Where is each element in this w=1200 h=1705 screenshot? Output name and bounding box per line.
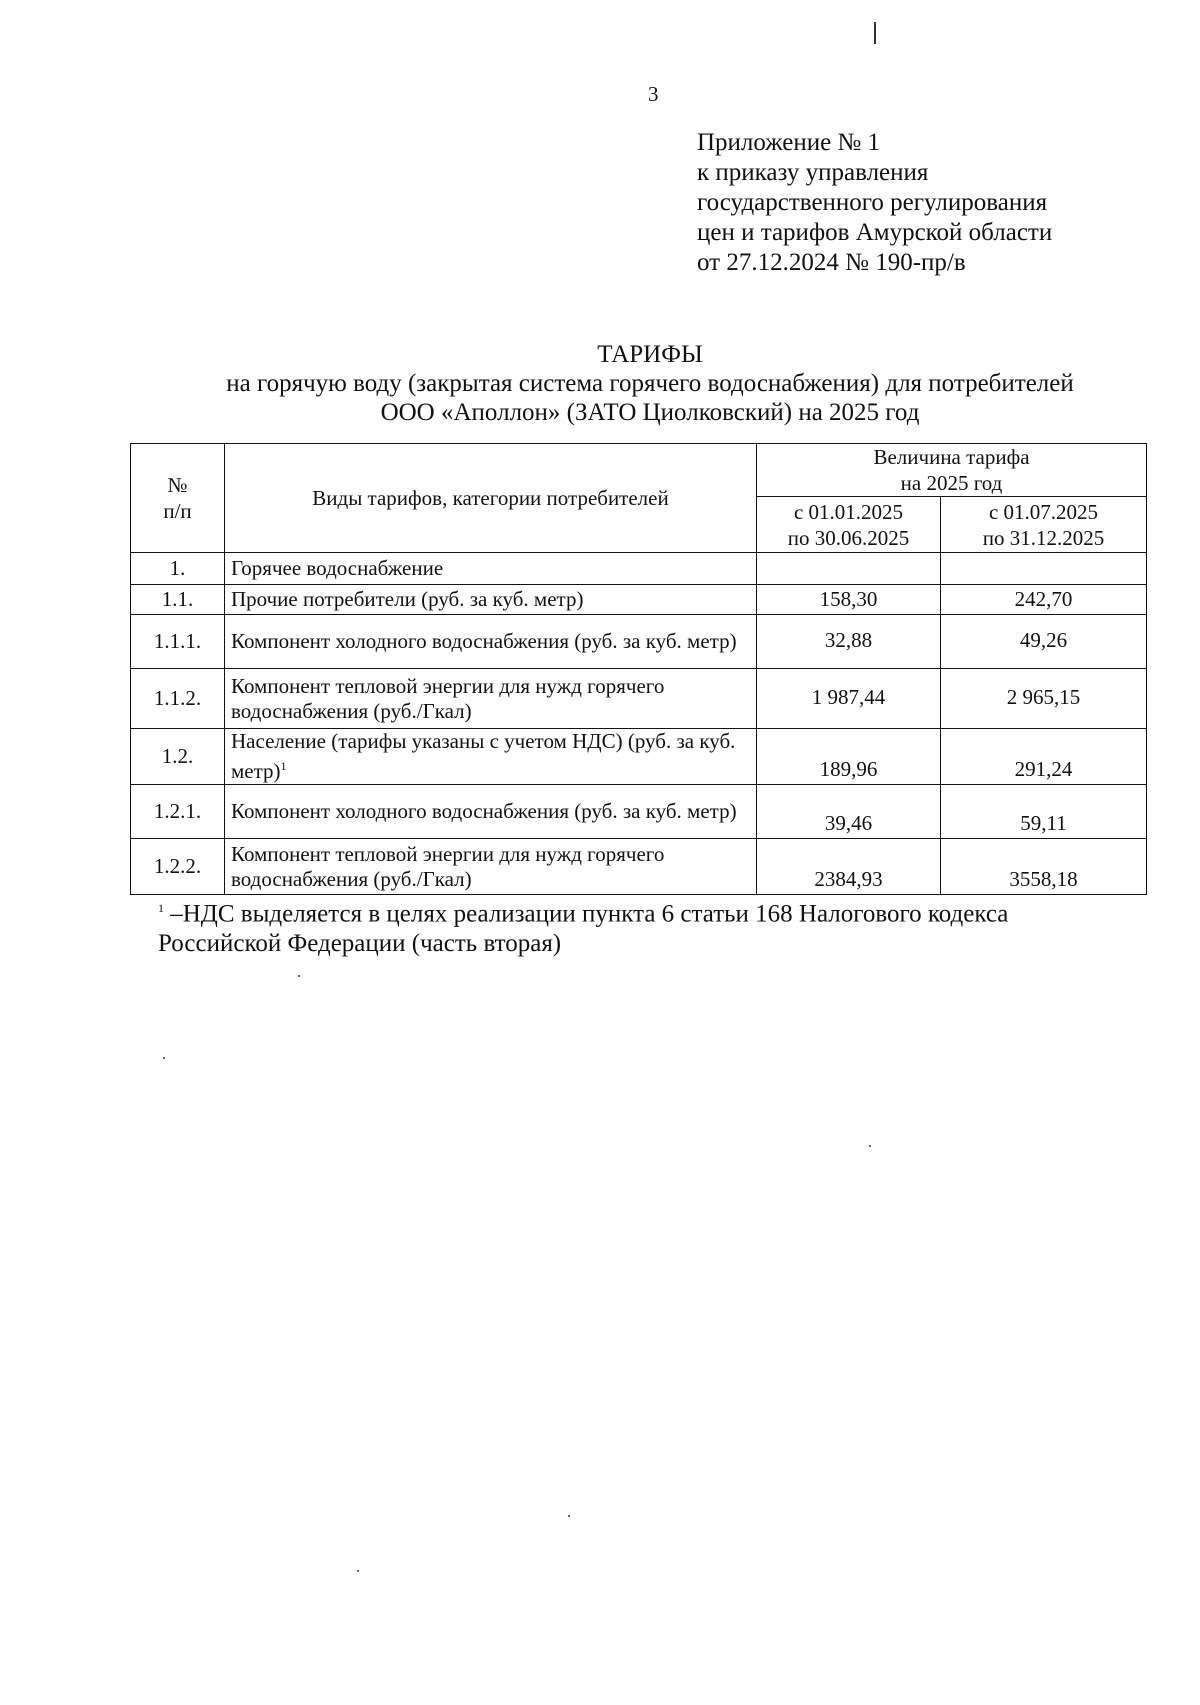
- row-value-2: 2 965,15: [941, 669, 1147, 729]
- row-num: 1.2.2.: [131, 839, 225, 895]
- scan-artifact-mark: [874, 22, 876, 44]
- annex-line: цен и тарифов Амурской области: [697, 219, 1053, 246]
- table-row: [131, 585, 1147, 615]
- row-value-1: 158,30: [757, 585, 941, 615]
- row-name-text: Население (тарифы указаны с учетом НДС) (руб. за куб. метр): [231, 729, 736, 783]
- annex-line: к приказу управления: [697, 159, 929, 186]
- page-number: 3: [648, 82, 659, 106]
- row-name: Компонент холодного водоснабжения (руб. за куб. метр): [225, 785, 757, 839]
- document-title: [120, 340, 1180, 427]
- table-row: [131, 553, 1147, 585]
- header-num: [131, 444, 225, 553]
- header-value: [757, 444, 1147, 497]
- header-period-2: [941, 497, 1147, 553]
- footnote-marker: 1: [158, 901, 164, 915]
- header-name: Виды тарифов, категории потребителей: [225, 444, 757, 553]
- row-value-1: 39,46: [757, 785, 941, 839]
- row-num: 1.1.2.: [131, 669, 225, 729]
- annex-block: [697, 128, 1052, 278]
- header-period-line: по 30.06.2025: [787, 525, 910, 550]
- row-value-1: [757, 553, 941, 585]
- annex-line: государственного регулирования: [697, 189, 1048, 216]
- row-name: Горячее водоснабжение: [225, 553, 757, 585]
- header-value-line: на 2025 год: [900, 471, 1003, 495]
- row-value-2: [941, 553, 1147, 585]
- header-num-line: №: [167, 473, 188, 497]
- row-num: 1.2.1.: [131, 785, 225, 839]
- footnote: [158, 893, 1158, 959]
- table-row: [131, 839, 1147, 895]
- row-value-2: 49,26: [941, 615, 1147, 669]
- title-line: на горячую воду (закрытая система горячего водоснабжения) для потребителей: [226, 370, 1074, 397]
- scan-dot: [357, 1570, 359, 1572]
- scan-dot: [869, 1145, 871, 1147]
- footnote-marker: 1: [280, 759, 287, 773]
- footnote-line: Российской Федерации (часть вторая): [158, 930, 562, 958]
- row-value-2: 242,70: [941, 585, 1147, 615]
- footnote-line: [158, 893, 1158, 929]
- row-value-1: 2384,93: [757, 839, 941, 895]
- row-value-1: 32,88: [757, 615, 941, 669]
- header-value-line: Величина тарифа: [873, 445, 1030, 469]
- title-line: ООО «Аполлон» (ЗАТО Циолковский) на 2025 год: [380, 399, 920, 426]
- header-period-1: [757, 497, 941, 553]
- row-num: 1.1.1.: [131, 615, 225, 669]
- row-value-2: 59,11: [941, 785, 1147, 839]
- row-num: 1.1.: [131, 585, 225, 615]
- table-row: [131, 785, 1147, 839]
- row-name: Прочие потребители (руб. за куб. метр): [225, 585, 757, 615]
- row-name: Компонент тепловой энергии для нужд горячего водоснабжения (руб./Гкал): [225, 669, 757, 729]
- table-row: [131, 729, 1147, 785]
- row-name: Компонент тепловой энергии для нужд горячего водоснабжения (руб./Гкал): [225, 839, 757, 895]
- row-num: 1.2.: [131, 729, 225, 785]
- header-num-line: п/п: [163, 499, 192, 523]
- row-value-1: 189,96: [757, 729, 941, 785]
- header-period-line: с 01.01.2025: [793, 499, 904, 524]
- row-value-2: 291,24: [941, 729, 1147, 785]
- row-value-2: 3558,18: [941, 839, 1147, 895]
- row-name: [225, 729, 757, 785]
- scan-dot: [568, 1515, 570, 1517]
- tariff-table: [130, 443, 1147, 895]
- annex-line: от 27.12.2024 № 190-пр/в: [697, 249, 966, 276]
- footnote-text: –НДС выделяется в целях реализации пункта 6 статьи 168 Налогового кодекса: [164, 900, 1009, 928]
- annex-line: Приложение № 1: [697, 129, 881, 156]
- table-header-row: [131, 444, 1147, 497]
- row-num: 1.: [131, 553, 225, 585]
- row-name: Компонент холодного водоснабжения (руб. за куб. метр): [225, 615, 757, 669]
- table-row: [131, 669, 1147, 729]
- table-row: [131, 615, 1147, 669]
- title-heading: ТАРИФЫ: [597, 341, 703, 368]
- row-value-1: 1 987,44: [757, 669, 941, 729]
- scan-dot: [163, 1057, 165, 1059]
- header-period-line: по 31.12.2025: [982, 525, 1105, 550]
- header-period-line: с 01.07.2025: [988, 499, 1099, 524]
- scan-dot: [298, 975, 300, 977]
